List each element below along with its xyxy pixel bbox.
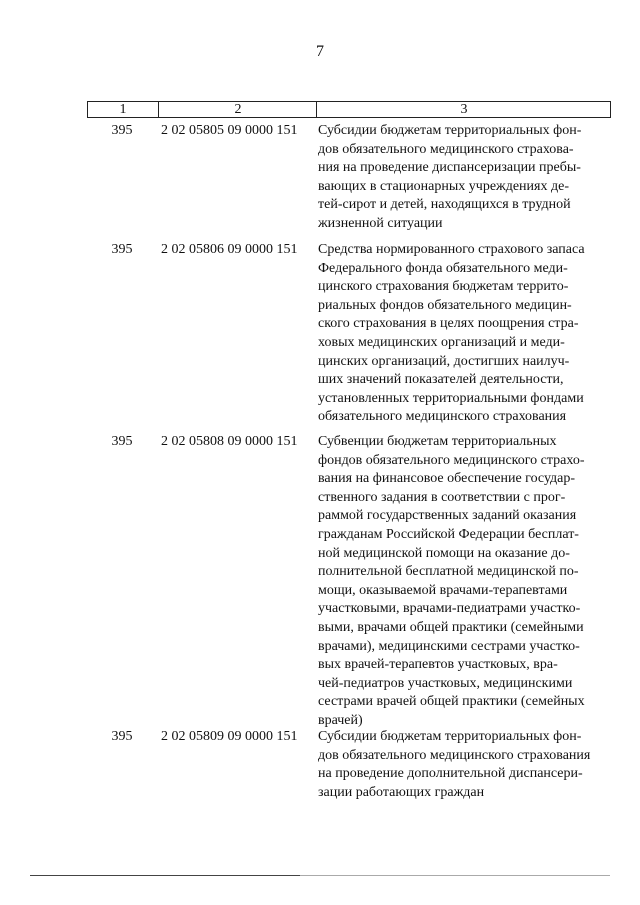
header-col-2: 2 bbox=[158, 102, 317, 117]
description-line: ховых медицинских организаций и меди- bbox=[318, 334, 565, 350]
description bbox=[318, 122, 610, 234]
description-line: чей-педиатров участковых, медицинскими bbox=[318, 675, 573, 691]
description-line: обязательного медицинского страхования bbox=[318, 409, 567, 425]
description bbox=[318, 241, 610, 427]
description-line: ной медицинской помощи на оказание до- bbox=[318, 545, 570, 561]
admin-code: 395 bbox=[111, 123, 133, 138]
description-line: Субвенции бюджетам территориальных bbox=[318, 434, 557, 449]
description bbox=[318, 728, 610, 802]
footer-divider-faint bbox=[300, 875, 610, 876]
admin-code: 395 bbox=[111, 434, 133, 449]
description-line: Субсидии бюджетам территориальных фон- bbox=[318, 123, 582, 138]
description-line: участковыми, врачами-педиатрами участко- bbox=[318, 601, 581, 617]
description-line: фондов обязательного медицинского страхо- bbox=[318, 452, 585, 468]
description bbox=[318, 433, 610, 731]
description-line: выми, врачами общей практики (семейными bbox=[318, 619, 584, 635]
description-line: Федерального фонда обязательного меди- bbox=[318, 260, 568, 276]
footer-divider bbox=[30, 875, 300, 876]
description-line: зации работающих граждан bbox=[318, 784, 485, 800]
description-line: цинского страхования бюджетам террито- bbox=[318, 279, 569, 295]
description-line: Субсидии бюджетам территориальных фон- bbox=[318, 729, 582, 744]
budget-code: 2 02 05806 09 0000 151 bbox=[161, 242, 298, 257]
description-line: полнительной бесплатной медицинской по- bbox=[318, 564, 579, 580]
table-header-row bbox=[87, 101, 611, 118]
description-line: мощи, оказываемой врачами-терапевтами bbox=[318, 582, 568, 598]
admin-code: 395 bbox=[111, 242, 133, 257]
description-line: врачами), медицинскими сестрами участко- bbox=[318, 638, 580, 654]
description-line: врачей) bbox=[318, 712, 363, 728]
description-line: дов обязательного медицинского страхова- bbox=[318, 141, 574, 157]
description-line: дов обязательного медицинского страхования bbox=[318, 747, 591, 763]
description-line: цинских организаций, достигших наилуч- bbox=[318, 353, 570, 369]
description-line: на проведение дополнительной диспансери- bbox=[318, 766, 583, 782]
description-line: установленных территориальными фондами bbox=[318, 390, 584, 406]
description-line: Средства нормированного страхового запаса bbox=[318, 242, 585, 257]
description-line: вающих в стационарных учреждениях де- bbox=[318, 178, 569, 194]
description-line: тей-сирот и детей, находящихся в трудной bbox=[318, 197, 571, 213]
header-col-3: 3 bbox=[316, 102, 611, 117]
description-line: вых врачей-терапевтов участковых, вра- bbox=[318, 657, 558, 673]
budget-code: 2 02 05805 09 0000 151 bbox=[161, 123, 298, 138]
description-line: ского страхования в целях поощрения стра- bbox=[318, 316, 579, 332]
admin-code: 395 bbox=[111, 729, 133, 744]
description-line: риальных фондов обязательного медицин- bbox=[318, 297, 572, 313]
description-line: раммой государственных заданий оказания bbox=[318, 508, 577, 524]
description-line: гражданам Российской Федерации бесплат- bbox=[318, 526, 579, 542]
budget-code: 2 02 05808 09 0000 151 bbox=[161, 434, 298, 449]
description-line: ния на проведение диспансеризации пребы- bbox=[318, 160, 581, 176]
description-line: сестрами врачей общей практики (семейных bbox=[318, 694, 585, 710]
description-line: ственного задания в соответствии с прог- bbox=[318, 489, 566, 505]
description-line: вания на финансовое обеспечение государ- bbox=[318, 471, 576, 487]
description-line: жизненной ситуации bbox=[318, 215, 443, 231]
budget-code: 2 02 05809 09 0000 151 bbox=[161, 729, 298, 744]
description-line: ших значений показателей деятельности, bbox=[318, 372, 564, 388]
budget-classification-table bbox=[87, 101, 611, 800]
header-col-1: 1 bbox=[119, 102, 127, 117]
page-number: 7 bbox=[316, 43, 324, 60]
